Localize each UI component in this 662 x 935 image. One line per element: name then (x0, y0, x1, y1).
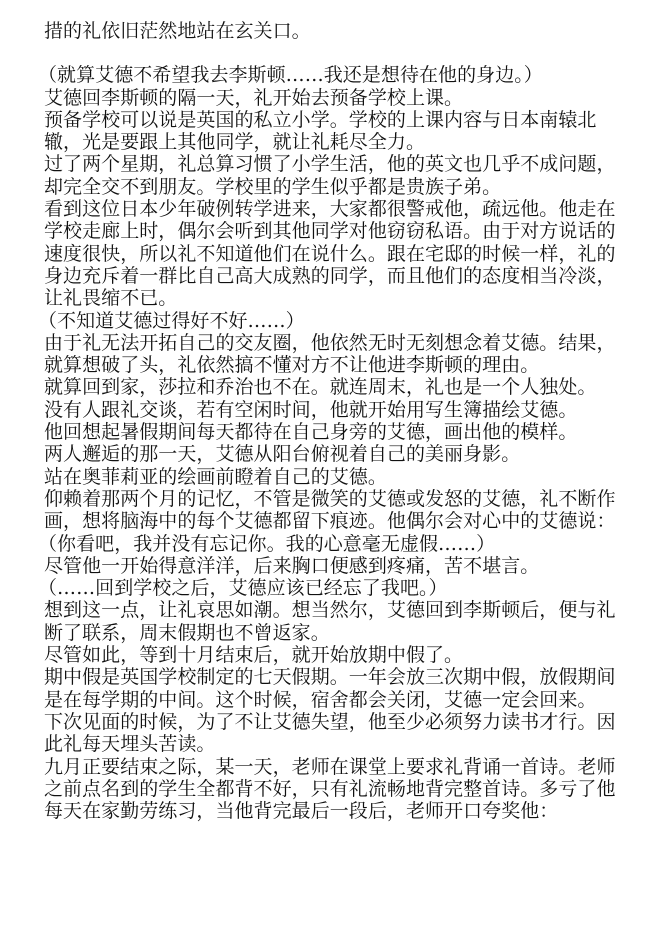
paragraph: 尽管他一开始得意洋洋，后来胸口便感到疼痛，苦不堪言。 (44, 554, 540, 577)
paragraph: （就算艾德不希望我去李斯顿……我还是想待在他的身边。） (38, 64, 543, 87)
paragraph: 措的礼依旧茫然地站在玄关口。 (44, 20, 311, 42)
paragraph: 两人邂逅的那一天，艾德从阳台俯视着自己的美丽身影。 (44, 443, 521, 466)
paragraph: 想到这一点，让礼哀思如潮。想当然尔，艾德回到李斯顿后，便与礼断了联系，周末假期也不曾返家。 (44, 599, 616, 644)
paragraph: （……回到学校之后，艾德应该已经忘了我吧。） (38, 577, 448, 600)
paragraph: 由于礼无法开拓自己的交友圈，他依然无时无刻想念着艾德。结果，就算想破了头，礼依然搞不懂对方不让他进李斯顿的理由。 (44, 331, 616, 377)
paragraph: 艾德回李斯顿的隔一天，礼开始去预备学校上课。 (44, 86, 464, 109)
paragraph: 他回想起暑假期间每天都待在自己身旁的艾德，画出他的模样。 (44, 421, 578, 444)
paragraph: （不知道艾德过得好不好……） (38, 309, 305, 332)
paragraph: 尽管如此，等到十月结束后，就开始放期中假了。 (44, 644, 464, 667)
paragraph: 看到这位日本少年破例转学进来，大家都很警戒他，疏远他。他走在学校走廊上时，偶尔会听到其他同学对他窃窃私语。由于对方说话的速度很快，所以礼不知道他们在说什么。跟在宅邸的时候一样，礼的身边充斥着一群比自己高大成熟的同学，而且他们的态度相当冷淡，让礼畏缩不已。 (44, 198, 616, 310)
paragraph: 没有人跟礼交谈，若有空闲时间，他就开始用写生簿描绘艾德。 (44, 398, 578, 421)
paragraph: 九月正要结束之际，某一天，老师在课堂上要求礼背诵一首诗。老师之前点名到的学生全都背不好，只有礼流畅地背完整首诗。多亏了他每天在家勤劳练习，当他背完最后一段后，老师开口夸奖他： (44, 755, 616, 823)
paragraph: 仰赖着那两个月的记忆，不管是微笑的艾德或发怒的艾德，礼不断作画，想将脑海中的每个艾德都留下痕迹。他偶尔会对心中的艾德说： (44, 487, 616, 533)
paragraph: 就算回到家，莎拉和乔治也不在。就连周末，礼也是一个人独处。 (44, 376, 597, 399)
paragraph: 站在奥菲莉亚的绘画前瞪着自己的艾德。 (44, 465, 387, 488)
text-body (38, 20, 634, 823)
paragraph: （你看吧，我并没有忘记你。我的心意毫无虚假……） (38, 532, 496, 555)
paragraph: 期中假是英国学校制定的七天假期。一年会放三次期中假，放假期间是在每学期的中间。这个时候，宿舍都会关闭，艾德一定会回来。 (44, 666, 616, 711)
paragraph: 过了两个星期，礼总算习惯了小学生活，他的英文也几乎不成问题，却完全交不到朋友。学校里的学生似乎都是贵族子弟。 (44, 153, 616, 198)
paragraph: 下次见面的时候，为了不让艾德失望，他至少必须努力读书才行。因此礼每天埋头苦读。 (44, 710, 616, 756)
blank-line (44, 42, 634, 64)
paragraph: 预备学校可以说是英国的私立小学。学校的上课内容与日本南辕北辙，光是要跟上其他同学，就让礼耗尽全力。 (44, 108, 597, 154)
